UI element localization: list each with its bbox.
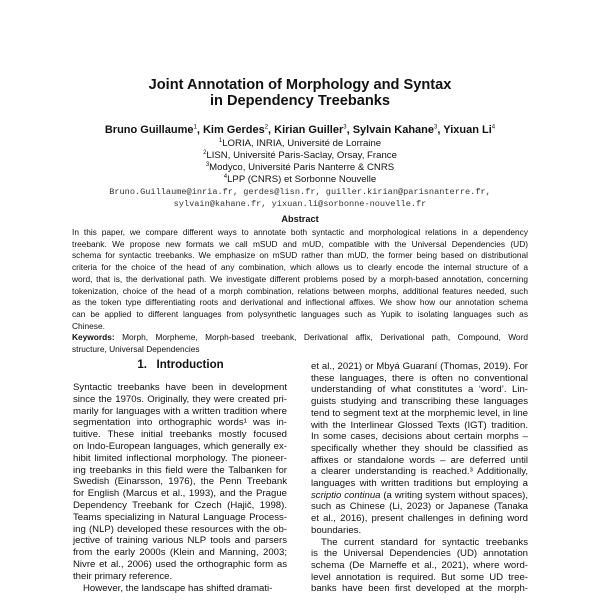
- author-list: Bruno Guillaume$^1$, Kim Gerdes$^2$, Kirian Guiller$^3$, Sylvain Kahane$^3$, Yixuan Li$^4$: [104, 124, 496, 136]
- text-line: such as Chinese (Li, 2023) or Japanese (Tanaka: [311, 501, 528, 513]
- paper-title-line-1: Joint Annotation of Morphology and Syntax: [148, 77, 452, 93]
- text-line: In this paper, we compare different ways to annotate both syntactic and morphological relations in a dependency: [72, 227, 528, 237]
- section-number: 1.: [137, 359, 147, 371]
- text-span: (a writing system without spaces),: [380, 489, 528, 501]
- text-line: Teams specializing in Natural Language Process-: [73, 511, 287, 523]
- text-line: since the 1970s. Originally, they were created pri-: [73, 393, 287, 405]
- text-line: specifically whether they should be classified as: [311, 442, 528, 454]
- text-line: word, that is, the derivational path. We investigate different problems posed by a morph-based annotation, concerning: [72, 273, 528, 284]
- affiliation-sup: 3: [205, 162, 210, 168]
- text-line: Syntactic treebanks have been in development: [73, 382, 287, 393]
- paper-title-line-2: in Dependency Treebanks: [209, 93, 391, 109]
- keywords-label: Keywords:: [72, 332, 115, 343]
- text-line: understanding of what constitutes a ‘word’. Lin-: [311, 384, 528, 396]
- text-line: guists studying and transcribing these languages: [311, 396, 528, 408]
- author-sup: 3: [434, 124, 438, 131]
- text-line: criteria for the choice of the head of any combination, which allows us to clearly encode the internal structure of a: [72, 262, 528, 273]
- text-line: on Indo-European languages, which generally ex-: [73, 441, 287, 452]
- email-line: sylvain@kahane.fr, yixuan.li@sorbonne-nouvelle.fr: [173, 199, 427, 209]
- affiliation: [0, 138, 600, 149]
- text-line: with the Interlinear Glossed Texts (IGT) tradition.: [311, 419, 528, 431]
- author-sup: 1: [193, 124, 197, 131]
- affiliation-sup: 4: [223, 174, 228, 180]
- text-line: ing treebanks in this field were the Talbanken for: [73, 464, 287, 476]
- text-line: In some cases, decisions about certain morphs –: [311, 431, 528, 443]
- author-name: Yixuan Li: [443, 124, 492, 136]
- keywords-text: Morph, Morpheme, Morph-based treebank, Derivational affix, Derivational path, Compound, Word: [114, 332, 528, 343]
- affiliation-text: LORIA, INRIA, Université de Lorraine: [222, 138, 382, 150]
- affiliation: [0, 162, 600, 173]
- text-line: their primary reference.: [73, 570, 173, 582]
- email-line: Bruno.Guillaume@inria.fr, gerdes@lisn.fr, guiller.kirian@parisnanterre.fr,: [109, 187, 491, 197]
- text-line: for English (Marcus et al., 1993), and the Prague: [73, 488, 287, 500]
- text-line: schema (De Marneffe et al., 2021), where word-: [311, 559, 528, 571]
- author-name: Bruno Guillaume: [104, 124, 194, 136]
- text-line: tokenization, choice of the head of a morph combination, relations between morphs, additional features needed, such: [72, 285, 528, 296]
- text-line: Dependency Treebank for Czech (Hajič, 1998).: [73, 500, 287, 511]
- text-line: schema for syntactic treebanks. We emphasize on mSUD rather than mUD, the former being based on distributional: [72, 250, 528, 261]
- text-line: However, the landscape has shifted dramati-: [83, 582, 273, 594]
- text-line: [311, 490, 528, 501]
- text-line: structure, Universal Dependencies: [72, 344, 200, 354]
- section-title: Introduction: [156, 359, 224, 371]
- affiliation-sup: 2: [203, 150, 207, 156]
- italic-term: scriptio continua: [311, 489, 381, 501]
- affiliation: [0, 150, 600, 161]
- author-name: Sylvain Kahane: [352, 124, 435, 136]
- text-line: boundaries.: [311, 524, 362, 536]
- text-line: treebank. We propose new formats we call mSUD and mUD, compatible with the Universal Dependencies (UD): [72, 238, 528, 249]
- text-line: Swedish (Einarsson, 1976), the Penn Treebank: [73, 476, 287, 488]
- author-name: Kim Gerdes: [202, 124, 265, 136]
- text-line: level annotation is required. But some UD tree-: [311, 571, 528, 583]
- affiliation-text: LISN, Université Paris-Saclay, Orsay, France: [206, 150, 397, 162]
- text-line: [72, 332, 528, 342]
- author-sup: 3: [343, 124, 347, 131]
- text-line: hibit limited inflectional morphology. The pioneer-: [73, 452, 287, 464]
- text-line: a clearer understanding is reached.³ Additionally,: [311, 466, 528, 478]
- text-line: these languages, there is often no conventional: [311, 372, 528, 384]
- author-sup: 2: [264, 124, 269, 131]
- author-sup: 4: [491, 124, 496, 131]
- text-line: ing (NLP) developed these resources with the ob-: [73, 523, 287, 535]
- text-line: tend to segment text at the morphemic level, in line: [311, 407, 528, 419]
- text-line: The current standard for syntactic treebanks: [321, 536, 528, 548]
- affiliation-text: Modyco, Université Paris Nanterre & CNRS: [209, 162, 395, 174]
- text-line: tuitive. These initial treebanks mostly focused: [73, 429, 287, 441]
- text-line: is the Universal Dependencies (UD) annotation: [311, 548, 528, 560]
- author-name: Kirian Guiller: [274, 124, 344, 136]
- affiliation-text: LPP (CNRS) et Sorbonne Nouvelle: [227, 174, 377, 186]
- text-line: can be applied to different languages from polysynthetic languages such as Yupik to isolating languages such as: [72, 308, 528, 319]
- text-line: from the early 2000s (Klein and Manning, 2003;: [73, 547, 287, 559]
- abstract-heading: Abstract: [281, 214, 319, 224]
- text-line: et al., 2021) or Mbyá Guaraní (Thomas, 2019). For: [311, 361, 528, 372]
- text-line: languages with written traditions but employing a: [311, 478, 528, 489]
- text-line: Chinese.: [72, 320, 105, 331]
- text-line: banks have been first developed at the morph-: [311, 583, 528, 595]
- section-heading: [73, 359, 288, 371]
- text-line: marily for languages with a written tradition where: [73, 405, 287, 417]
- text-line: jective of training various NLP tools and parsers: [73, 535, 287, 547]
- affiliation: [0, 174, 600, 185]
- text-line: affixes or standalone words – are deferred until: [311, 454, 528, 466]
- text-line: segmentation into orthographic words¹ was in-: [73, 417, 287, 429]
- affiliation-sup: 1: [218, 138, 223, 144]
- text-line: et al., 2016), present challenges in defining word: [311, 513, 528, 525]
- text-line: as the token type differentiating roots and derivational and inflectional affixes. We show how our annotation schema: [72, 297, 528, 308]
- text-line: Nivre et al., 2006) used the orthographic form as: [73, 559, 287, 570]
